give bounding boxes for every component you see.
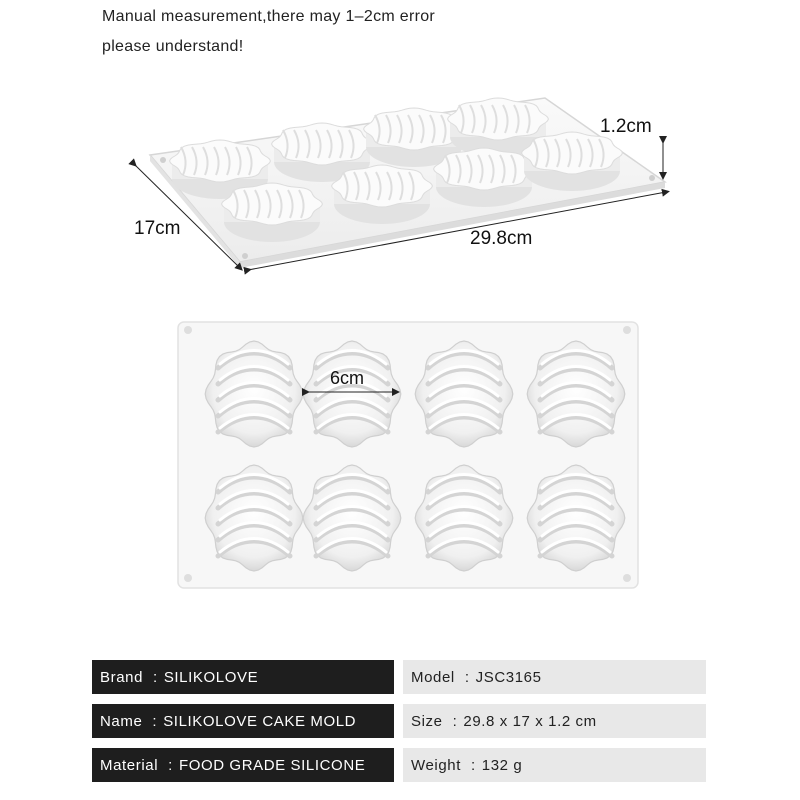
spec-name	[92, 704, 394, 738]
spec-separator: :	[168, 756, 173, 774]
spec-size-label: Size	[411, 712, 443, 730]
mold-hole	[184, 326, 192, 334]
mold-cavity	[415, 465, 513, 571]
mold-hole	[184, 574, 192, 582]
spec-weight	[403, 748, 706, 782]
mold-cavity	[415, 341, 513, 447]
mold-cavity	[303, 465, 401, 571]
spec-size	[403, 704, 706, 738]
mold-hole	[649, 175, 655, 181]
mold-hole	[242, 253, 248, 259]
mold-hole	[623, 574, 631, 582]
width-dimension-label: 17cm	[134, 218, 181, 239]
spec-name-label: Name	[100, 712, 143, 730]
mold-dome	[434, 148, 535, 207]
spec-separator: :	[471, 756, 476, 774]
spec-material-label: Material	[100, 756, 159, 774]
mold-hole	[160, 157, 166, 163]
spec-size-value: 29.8 x 17 x 1.2 cm	[463, 712, 597, 730]
mold-perspective-view	[150, 98, 665, 268]
spec-separator: :	[464, 668, 470, 686]
spec-brand	[92, 660, 394, 694]
length-dimension-label: 29.8cm	[470, 228, 533, 249]
spec-brand-value: SILIKOLOVE	[163, 668, 259, 686]
mold-cavity	[527, 341, 625, 447]
spec-brand-label: Brand	[100, 668, 144, 686]
measurement-note: Manual measurement,there may 1–2cm error	[102, 8, 436, 25]
mold-cavity	[527, 465, 625, 571]
mold-dome	[522, 132, 623, 191]
mold-dome	[222, 183, 323, 242]
measurement-note-line2: please understand!	[102, 38, 244, 55]
spec-separator: :	[452, 712, 458, 730]
spec-separator: :	[153, 668, 158, 686]
spec-model-label: Model	[411, 668, 455, 686]
height-dimension-label: 1.2cm	[600, 116, 652, 137]
mold-cavity	[303, 341, 401, 447]
spec-weight-value: 132 g	[481, 756, 523, 774]
mold-cavity	[205, 465, 303, 571]
spec-weight-label: Weight	[411, 756, 462, 774]
spec-material-value: FOOD GRADE SILICONE	[178, 756, 366, 774]
spec-model-value: JSC3165	[475, 668, 542, 686]
spec-model	[403, 660, 706, 694]
mold-hole	[623, 326, 631, 334]
spec-separator: :	[152, 712, 158, 730]
mold-cavity	[205, 341, 303, 447]
spec-material	[92, 748, 394, 782]
spec-name-value: SILIKOLOVE CAKE MOLD	[163, 712, 357, 730]
mold-top-view	[178, 322, 638, 588]
cavity-dimension-label: 6cm	[330, 368, 365, 388]
mold-dome	[332, 165, 433, 224]
